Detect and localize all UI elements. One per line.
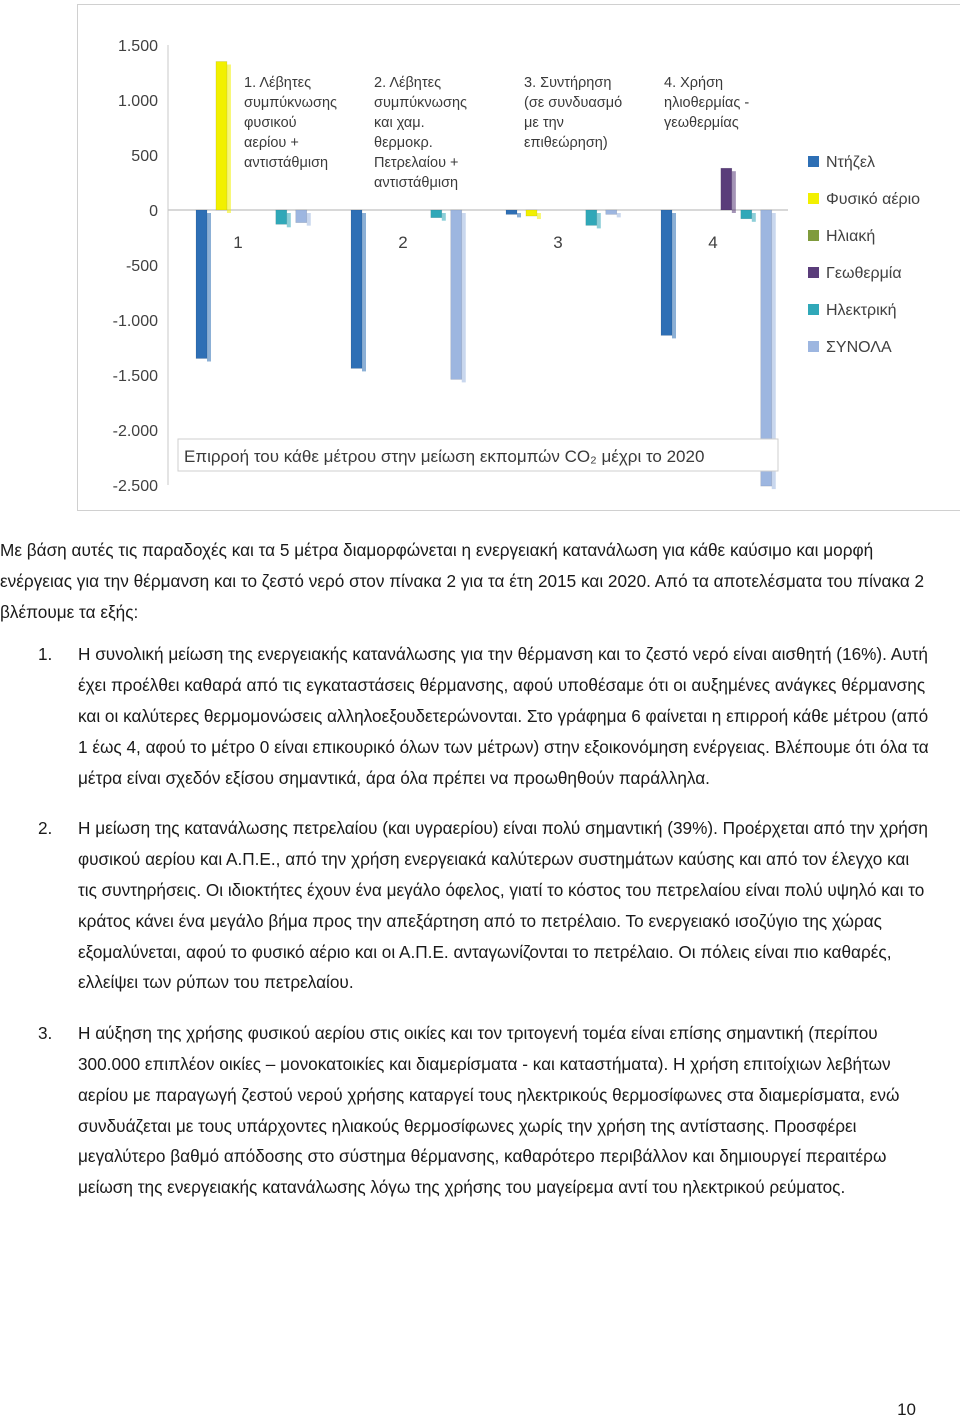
measure-annotation-line: φυσικού [244,115,297,131]
list-item-2 [0,813,930,998]
measure-annotation-line: Πετρελαίου + [374,155,459,171]
bar [661,210,672,335]
x-category-label: 2 [398,233,408,252]
bar-side [752,213,756,222]
measure-annotation-line: και χαμ. [374,115,425,131]
measure-annotation-line: αντιστάθμιση [244,155,329,171]
legend-label: Γεωθερμία [826,265,902,282]
bar-side [617,213,621,217]
bar [451,210,462,379]
bar-side [597,213,601,228]
chart-figure [77,4,960,511]
intro-paragraph: Με βάση αυτές τις παραδοχές και τα 5 μέτρα διαμορφώνεται η ενεργειακή κατανάλωση για κάθε καύσιμο και μορφή ενέργειας για την θέρμανση και το ζεστό νερό στον πίνακα 2 για τα έτη 2015 και 2020. Από τα αποτελέσματα του πίνακα 2 βλέπουμε τα εξής: [0,540,925,622]
y-tick-label: 0 [149,203,158,220]
bar [526,210,537,216]
bar [196,210,207,359]
bar [431,210,442,218]
list-item-text: Η μείωση της κατανάλωσης πετρελαίου (και υγραερίου) είναι πολύ σημαντική (39%). Προέρχεται από την χρήση φυσικού αερίου και Α.Π.Ε., από την χρήση ενεργειακά καλύτερων συστημάτων καύσης και από τον έλεγχο και τις συντηρήσεις. Οι ιδιοκτήτες έχουν ένα μεγάλο όφελος, γιατί το κόστος του πετρελαίου είναι πολύ υψηλό και το κράτος κάνει ένα μεγάλο βήμα προς την απεξάρτηση από το πετρέλαιο. Το ενεργειακό ισοζύγιο της χώρας εξομαλύνεται, αφού το φυσικό αέριο και οι Α.Π.Ε. ανταγωνίζονται το πετρέλαιο. Οι πόλεις είναι πιο καθαρές, ελλείψει των ρύπων του πετρελαίου. [78,818,928,993]
list-item-number: 3. [38,1023,53,1044]
measure-annotation-line: (σε συνδυασμό [524,95,623,111]
y-tick-label: 500 [131,148,158,165]
bar [296,210,307,223]
bar [351,210,362,368]
y-tick-label: -1.000 [112,313,158,330]
y-tick-label: -2.000 [112,423,158,440]
x-category-label: 3 [553,233,563,252]
bar [216,62,227,211]
bar [721,168,732,210]
measure-annotation-line: συμπύκνωσης [244,95,337,111]
legend-swatch [808,304,819,315]
bar-side [287,213,291,227]
measure-annotation-line: ηλιοθερμίας - [664,95,750,111]
bar-side [442,213,446,221]
list-item-text: Η αύξηση της χρήσης φυσικού αερίου στις οικίες και τον τριτογενή τομέα είναι επίσης σημαντική (περίπου 300.000 επιπλέον οικίες – μονοκατοικίες και διαμερίσματα - και καταστήματα). Η χρήση επιτοίχιων λεβήτων αερίου με παραγωγή ζεστού νερού χρήσης καταργεί τους ηλεκτρικούς θερμοσίφωνες στα διαμερίσματα, ενώ συνδυάζεται με τους υπάρχοντες ηλιακούς θερμοσίφωνες χωρίς την χρήση της αντίστασης. Προσφέρει μεγαλύτερο βαθμό απόδοσης στο σύστημα θέρμανσης, καθαρότερο περιβάλλον και δημιουργεί περαιτέρω μείωση της ενεργειακής κατανάλωσης λόγω της χρήσης του μαγείρεμα αντί του ηλεκτρικού ρεύματος. [78,1023,900,1198]
measure-annotation-line: γεωθερμίας [664,115,739,131]
legend-label: Ηλεκτρική [826,302,897,319]
list-item-text: Η συνολική μείωση της ενεργειακής κατανάλωσης για την θέρμανση και το ζεστό νερό είναι αισθητή (16%). Αυτή έχει προέλθει καθαρά από τις εγκαταστάσεις θέρμανσης, αφού υποθέσαμε ότι οι αυξημένες ανάγκες θέρμανσης και οι καλύτερες θερμομονώσεις αλληλοεξουδετερώνονται. Στο γράφημα 6 φαίνεται η επιρροή κάθε μέτρου (από 1 έως 4, αφού το μέτρο 0 είναι επικουρικό όλων των μέτρων) στην εξοικονόμηση ενέργειας. Βλέπουμε ότι όλα τα μέτρα είναι σχεδόν εξίσου σημαντικά, άρα όλα πρέπει να προωθηθούν παράλληλα. [78,644,929,788]
measure-annotation-line: αερίου + [244,135,299,151]
x-category-label: 4 [708,233,718,252]
list-item-number: 1. [38,644,53,665]
legend-swatch [808,193,819,204]
bar-side [462,213,466,382]
bar [506,210,517,214]
measure-annotation-line: αντιστάθμιση [374,175,459,191]
legend-swatch [808,230,819,241]
bar [586,210,597,225]
y-tick-label: -1.500 [112,368,158,385]
list-item-3 [0,1018,930,1203]
legend-label: ΣΥΝΟΛΑ [826,339,892,356]
measure-annotation-line: επιθεώρηση) [524,135,608,151]
bar [606,210,617,214]
x-category-label: 1 [233,233,243,252]
page-number: 10 [897,1400,916,1419]
legend-swatch [808,341,819,352]
bar-side [672,213,676,338]
bar-side [362,213,366,371]
list-item-1 [0,639,930,793]
chart-title: Επιρροή του κάθε μέτρου στην μείωση εκπομπών CO₂ μέχρι το 2020 [184,447,705,466]
bar-chart [78,5,960,512]
y-tick-label: -2.500 [112,478,158,495]
bar [276,210,287,224]
legend-label: Ηλιακή [826,228,876,245]
measure-annotation-line: 1. Λέβητες [244,75,312,91]
legend-label: Ντήζελ [826,154,875,171]
measure-annotation-line: συμπύκνωσης [374,95,467,111]
body-text [0,535,930,1203]
measure-annotation-line: 2. Λέβητες [374,75,442,91]
legend-label: Φυσικό αέριο [826,191,921,208]
plot-area [168,45,788,485]
bar-side [517,213,521,217]
bar-side [207,213,211,362]
legend-swatch [808,267,819,278]
measure-annotation-line: 3. Συντήρηση [524,75,612,91]
y-tick-label: -500 [125,258,158,275]
bar-side [732,171,736,213]
measure-annotation-line: 4. Χρήση [664,75,724,91]
list-item-number: 2. [38,818,53,839]
measure-annotation-line: με την [524,115,564,131]
bar [741,210,752,219]
y-tick-label: 1.500 [117,38,158,55]
y-tick-label: 1.000 [117,93,158,110]
bar-side [227,65,231,214]
measure-annotation-line: θερμοκρ. [374,135,433,151]
legend-swatch [808,156,819,167]
bar-side [307,213,311,226]
bar-side [537,213,541,219]
